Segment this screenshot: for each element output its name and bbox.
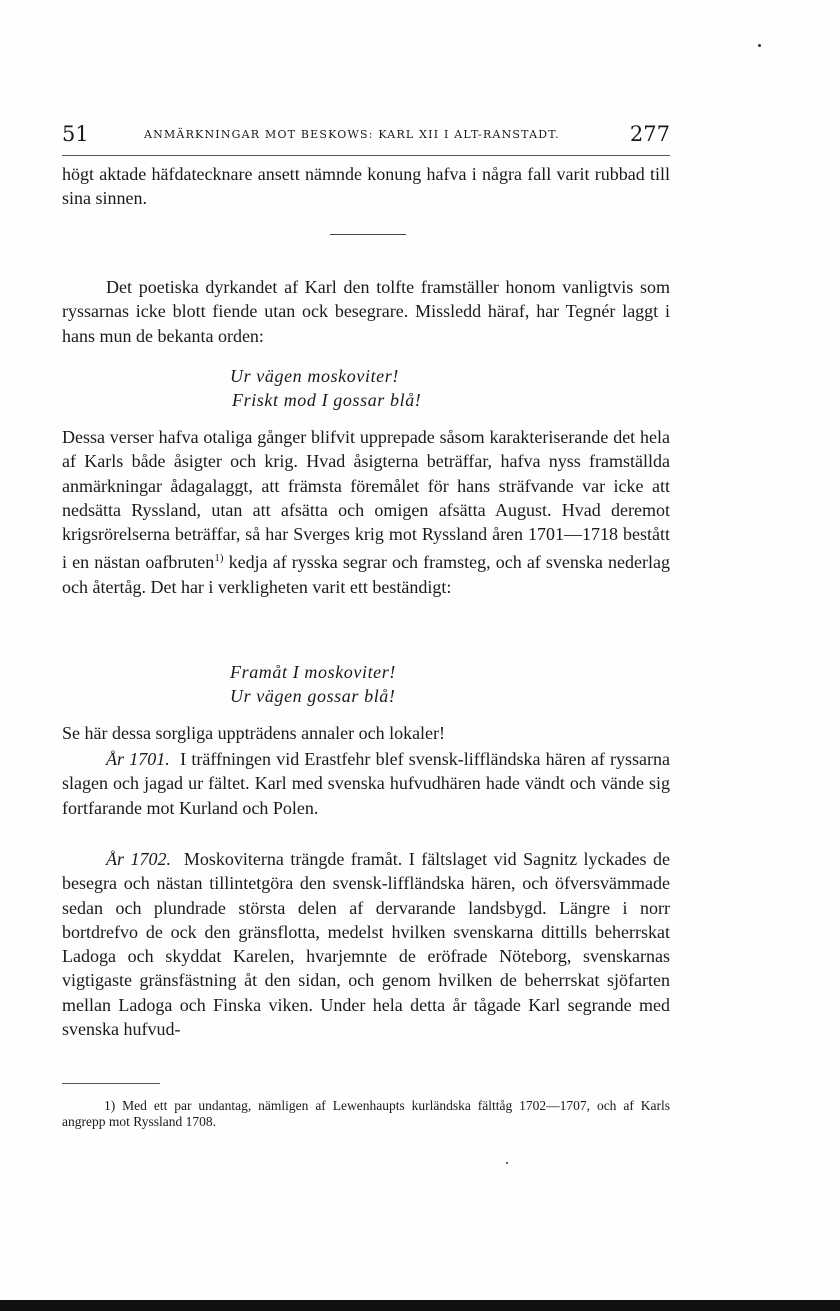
page-number-right: 277 <box>629 122 670 146</box>
paragraph-2: Det poetiska dyrkandet af Karl den tolfte framställer honom vanligtvis som ryssarnas icke blott fiende utan ock besegrare. Missledd häraf, har Tegnér laggt i hans mun de bekanta orden: <box>62 277 670 346</box>
verse-2 <box>230 660 396 708</box>
verse-1 <box>230 364 421 412</box>
year-1702: År 1702. <box>106 849 171 869</box>
paragraph-1: högt aktade häfdatecknare ansett nämnde konung hafva i några fall varit rubbad till sina sinnen. <box>62 164 670 209</box>
paragraph-5-body: I träffningen vid Erastfehr blef svensk-liffländska hären af ryssarna slagen och jagad ur fältet. Karl med svenska hufvudhären hade vändt och vände sig fortfarande mot Kurland och Polen. <box>62 749 671 818</box>
verse-2-line-2: Ur vägen gossar blå! <box>230 686 396 706</box>
footnote <box>62 1098 670 1130</box>
paragraph-3-body: Dessa verser hafva otaliga gånger blifvit upprepade såsom karakteriserande det hela af Karls både åsigter och krig. Hvad åsigterna beträffar, hafva nyss framställda anmärkningar ådagalaggt, att främsta föremålet för hans sträfvande var icke att nedsätta Ryssland, utan att afsätta och omigen afsätta August. Hvad deremot krigsrörelserna beträffar, så har Sverges krig mot Ryssland åren 1701—1718 bestått i en nästan oafbruten <box>62 427 670 573</box>
scan-speck <box>506 1162 508 1164</box>
footnote-ref: 1) <box>214 552 224 565</box>
running-title: ANMÄRKNINGAR MOT BESKOWS: KARL XII I ALT-RANSTADT. <box>144 128 560 141</box>
section-separator <box>330 234 406 235</box>
verse-2-line-1: Framåt I moskoviter! <box>230 662 396 682</box>
paragraph-3-tail: kedja af rysska segrar och framsteg, och af svenska nederlag och återtåg. Det har i verkligheten varit ett beständigt: <box>62 552 670 597</box>
paragraph-6 <box>62 847 670 1041</box>
verse-1-line-2: Friskt mod I gossar blå! <box>232 390 422 410</box>
paragraph-5 <box>62 747 670 820</box>
paragraph-3 <box>62 425 670 599</box>
header-rule <box>62 155 670 156</box>
paragraph-6-body: Moskoviterna trängde framåt. I fältslaget vid Sagnitz lyckades de besegra och nästan tillintetgöra den svensk-liffländska hären, och öfversvämmade sedan och plundrade största delen af dervarande landsbygd. Längre i norr bortdrefvo de ock den gränsflotta, medelst hvilken svenskarna dittills beherrskat Ladoga och skyddat Karelen, hvarjemnte de eröfrade Nöteborg, svenskarnas vigtigaste gränsfästning åt den sidan, och genom hvilken de beherrskat sjöfarten mellan Ladoga och Finska viken. Under hela detta år tågade Karl segrande med svenska hufvud- <box>62 849 670 1040</box>
running-header <box>62 122 670 152</box>
page-number-left: 51 <box>62 122 89 146</box>
year-1701: År 1701. <box>106 749 170 769</box>
scan-edge <box>0 1300 840 1311</box>
footnote-rule <box>62 1083 160 1084</box>
verse-1-line-1: Ur vägen moskoviter! <box>230 366 399 386</box>
scan-speck <box>758 44 761 47</box>
footnote-mark: 1) <box>104 1098 116 1113</box>
paragraph-4: Se här dessa sorgliga uppträdens annaler och lokaler! <box>62 723 446 743</box>
footnote-text: Med ett par undantag, nämligen af Lewenhaupts kurländska fälttåg 1702—1707, och af Karls angrepp mot Ryssland 1708. <box>62 1098 670 1129</box>
